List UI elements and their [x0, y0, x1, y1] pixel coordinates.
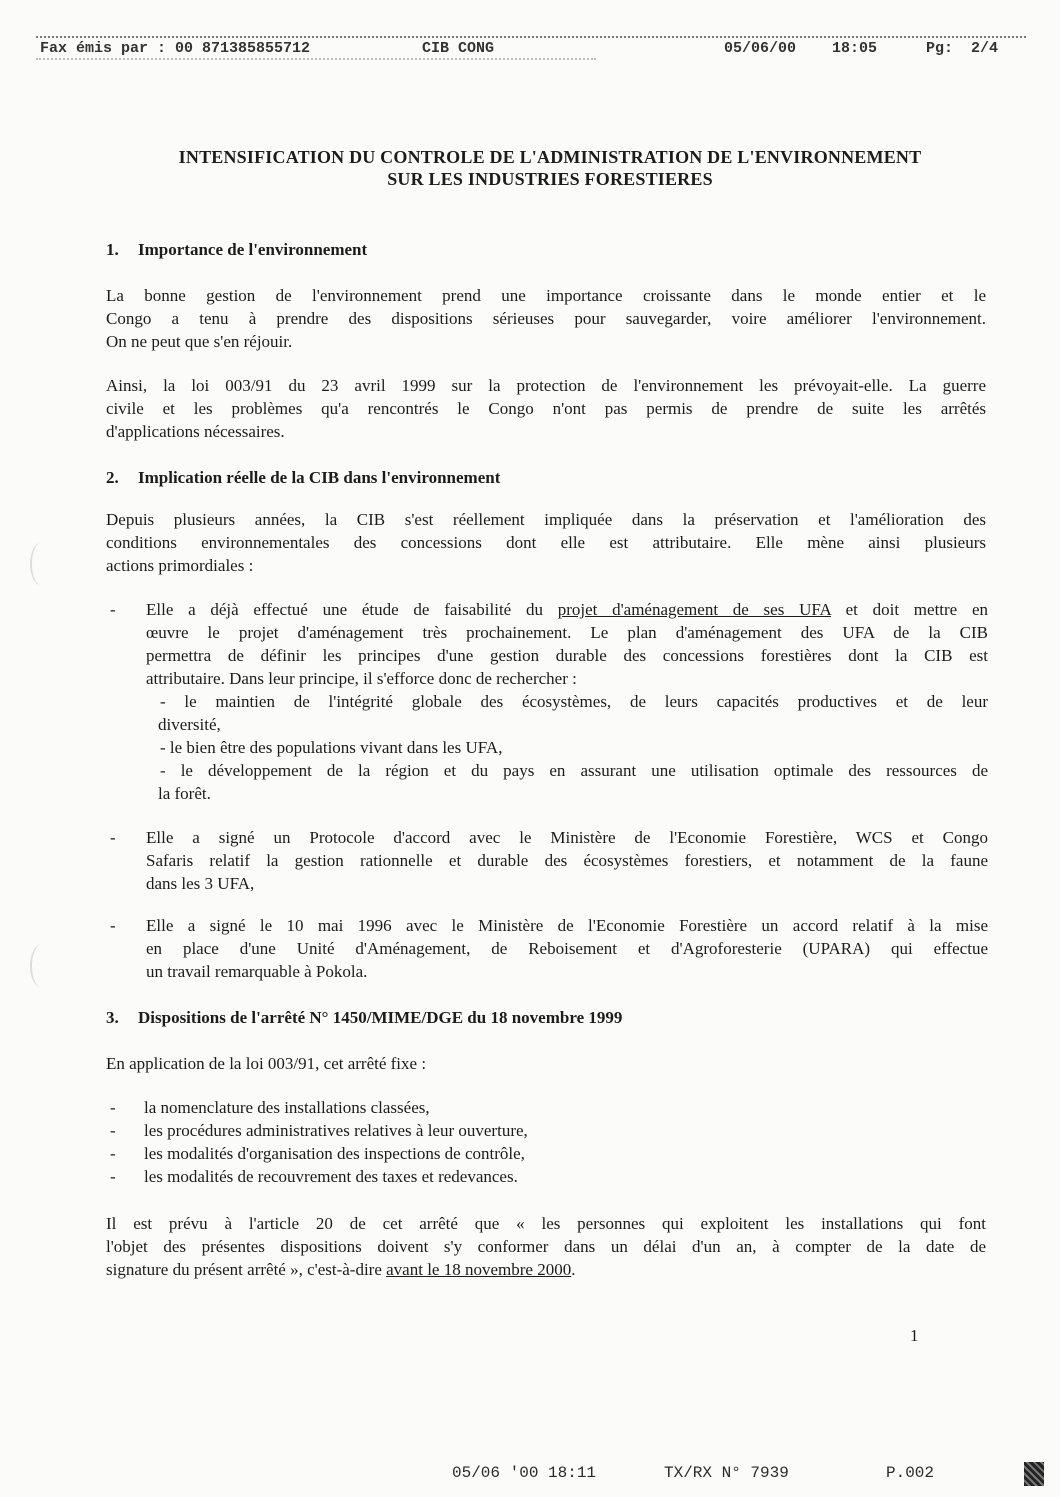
- underlined-text: projet d'aménagement de ses UFA: [557, 600, 831, 619]
- text-line: [106, 1258, 986, 1281]
- section-3-heading: [106, 1008, 622, 1028]
- section-title: Implication réelle de la CIB dans l'environnement: [138, 468, 501, 487]
- text-line: Il est prévu à l'article 20 de cet arrêté que « les personnes qui exploitent les installations qui font: [106, 1214, 986, 1233]
- text-line: La bonne gestion de l'environnement prend une importance croissante dans le monde entier et le: [106, 286, 986, 305]
- list-item-text: les modalités de recouvrement des taxes et redevances.: [144, 1167, 518, 1186]
- text-fragment: et doit mettre en: [830, 600, 989, 619]
- list-dash: -: [110, 1098, 116, 1117]
- list-item-text: les modalités d'organisation des inspections de contrôle,: [144, 1144, 525, 1163]
- text-line: Congo a tenu à prendre des dispositions sérieuses pour sauvegarder, voire améliorer l'environnement.: [106, 309, 986, 328]
- fax-footer-datetime: 05/06 '00 18:11: [452, 1464, 597, 1482]
- fax-footer-page: P.002: [886, 1464, 935, 1482]
- section-2-bullet-3: [146, 914, 988, 983]
- sub-item-line: diversité,: [158, 715, 221, 734]
- text-line: attributaire. Dans leur principe, il s'efforce donc de rechercher :: [146, 669, 577, 688]
- list-dash: -: [110, 1144, 116, 1163]
- section-number: 1.: [106, 240, 119, 259]
- punch-hole-mark: [30, 944, 54, 988]
- text-fragment: signature du présent arrêté », c'est-à-dire: [106, 1260, 387, 1279]
- fax-page: Pg: 2/4: [926, 40, 999, 57]
- section-1-paragraph-1: [106, 284, 986, 353]
- bullet-dash: -: [110, 916, 116, 935]
- fax-company: CIB CONG: [422, 40, 495, 57]
- fax-header: [36, 36, 1026, 58]
- text-line: d'applications nécessaires.: [106, 422, 285, 441]
- section-3-intro: [106, 1052, 986, 1075]
- section-2-intro: [106, 508, 986, 577]
- fax-time: 18:05: [832, 40, 878, 57]
- list-dash: -: [110, 1167, 116, 1186]
- bullet-dash: -: [110, 600, 116, 619]
- text-line: On ne peut que s'en réjouir.: [106, 332, 293, 351]
- title-line-2: SUR LES INDUSTRIES FORESTIERES: [387, 169, 713, 189]
- text-line: actions primordiales :: [106, 556, 254, 575]
- section-number: 3.: [106, 1008, 119, 1027]
- text-line: Elle a signé le 10 mai 1996 avec le Ministère de l'Economie Forestière un accord relatif à la mise: [146, 916, 988, 935]
- text-line: Ainsi, la loi 003/91 du 23 avril 1999 sur la protection de l'environnement les prévoyait-elle. La guerre: [106, 376, 986, 395]
- document-title: [60, 146, 1040, 190]
- text-line: En application de la loi 003/91, cet arrêté fixe :: [106, 1054, 427, 1073]
- section-title: Dispositions de l'arrêté N° 1450/MIME/DGE du 18 novembre 1999: [138, 1008, 623, 1027]
- sub-item-line: - le développement de la région et du pays en assurant une utilisation optimale des ressources de: [160, 761, 988, 780]
- sub-item-line: - le maintien de l'intégrité globale des écosystèmes, de leurs capacités productives et de leur: [160, 692, 988, 711]
- underlined-deadline: avant le 18 novembre 2000: [386, 1260, 572, 1279]
- section-2-heading: [106, 468, 500, 488]
- title-line-1: INTENSIFICATION DU CONTROLE DE L'ADMINISTRATION DE L'ENVIRONNEMENT: [178, 147, 922, 167]
- fax-noise: [36, 58, 596, 65]
- text-line: dans les 3 UFA,: [146, 874, 255, 893]
- text-line: Elle a signé un Protocole d'accord avec le Ministère de l'Economie Forestière, WCS et Congo: [146, 828, 988, 847]
- sub-item-line: - le bien être des populations vivant dans les UFA,: [160, 738, 503, 757]
- list-item-text: les procédures administratives relatives à leur ouverture,: [144, 1121, 528, 1140]
- section-3-closing-paragraph: [106, 1212, 986, 1281]
- text-line: œuvre le projet d'aménagement très prochainement. Le plan d'aménagement des UFA de la CIB: [146, 623, 988, 642]
- text-line: civile et les problèmes qu'a rencontrés le Congo n'ont pas permis de prendre de suite les arrêtés: [106, 399, 986, 418]
- fax-corner-mark: [1024, 1462, 1044, 1486]
- fax-footer-txrx: TX/RX N° 7939: [664, 1464, 789, 1482]
- text-line: Depuis plusieurs années, la CIB s'est réellement impliquée dans la préservation et l'amélioration des: [106, 510, 986, 529]
- text-line: un travail remarquable à Pokola.: [146, 962, 368, 981]
- text-fragment: .: [571, 1260, 576, 1279]
- text-line: permettra de définir les principes d'une gestion durable des concessions forestières dont la CIB est: [146, 646, 988, 665]
- text-line: Safaris relatif la gestion rationnelle et durable des écosystèmes forestiers, et notamment de la faune: [146, 851, 988, 870]
- punch-hole-mark: [30, 542, 54, 586]
- fax-sender: Fax émis par : 00 871385855712: [40, 40, 311, 57]
- section-2-bullet-2: [146, 826, 988, 895]
- section-number: 2.: [106, 468, 119, 487]
- text-line: [146, 598, 988, 621]
- text-line: en place d'une Unité d'Aménagement, de Reboisement et d'Agroforesterie (UPARA) qui effectue: [146, 939, 988, 958]
- page-number: 1: [910, 1326, 919, 1345]
- section-1-heading: [106, 240, 367, 260]
- section-title: Importance de l'environnement: [138, 240, 368, 259]
- list-item-text: la nomenclature des installations classées,: [144, 1098, 430, 1117]
- list-dash: -: [110, 1121, 116, 1140]
- text-line: l'objet des présentes dispositions doivent s'y conformer dans un délai d'un an, à compter de la date de: [106, 1237, 986, 1256]
- section-1-paragraph-2: [106, 374, 986, 443]
- section-2-bullet-1: [146, 598, 988, 805]
- bullet-dash: -: [110, 828, 116, 847]
- text-line: conditions environnementales des concessions dont elle est attributaire. Elle mène ainsi plusieurs: [106, 533, 986, 552]
- sub-item-line: la forêt.: [158, 784, 211, 803]
- text-fragment: Elle a déjà effectué une étude de faisabilité du: [146, 600, 558, 619]
- fax-date: 05/06/00: [724, 40, 797, 57]
